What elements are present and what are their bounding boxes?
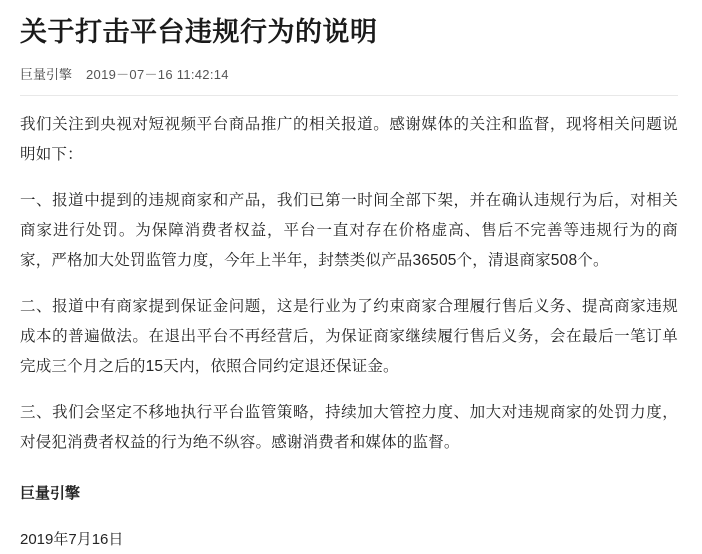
article-paragraph: 我们关注到央视对短视频平台商品推广的相关报道。感谢媒体的关注和监督，现将相关问题说明如下：	[20, 116, 678, 163]
article-meta	[20, 64, 678, 96]
article-timestamp: 2019－07－16 11:42:14	[86, 67, 229, 82]
article-paragraph: 二、报道中有商家提到保证金问题，这是行业为了约束商家合理履行售后义务、提高商家违规成本的普遍做法。在退出平台不再经营后，为保证商家继续履行售后义务，会在最后一笔订单完成三个月之后的15天内，依照合同约定退还保证金。	[20, 298, 678, 375]
page-title: 关于打击平台违规行为的说明	[20, 17, 378, 47]
article-paragraph: 三、我们会坚定不移地执行平台监管策略，持续加大管控力度、加大对违规商家的处罚力度，对侵犯消费者权益的行为绝不纵容。感谢消费者和媒体的监督。	[20, 404, 678, 451]
signature-date: 2019年7月16日	[20, 531, 124, 548]
article-paragraph: 一、报道中提到的违规商家和产品，我们已第一时间全部下架，并在确认违规行为后，对相关商家进行处罚。为保障消费者权益，平台一直对存在价格虚高、售后不完善等违规行为的商家，严格加大处罚监管力度，今年上半年，封禁类似产品36505个，清退商家508个。	[20, 192, 678, 269]
article-body	[20, 110, 678, 458]
article-signature	[20, 480, 678, 554]
signature-name: 巨量引擎	[20, 485, 81, 502]
article-source: 巨量引擎	[20, 67, 73, 82]
